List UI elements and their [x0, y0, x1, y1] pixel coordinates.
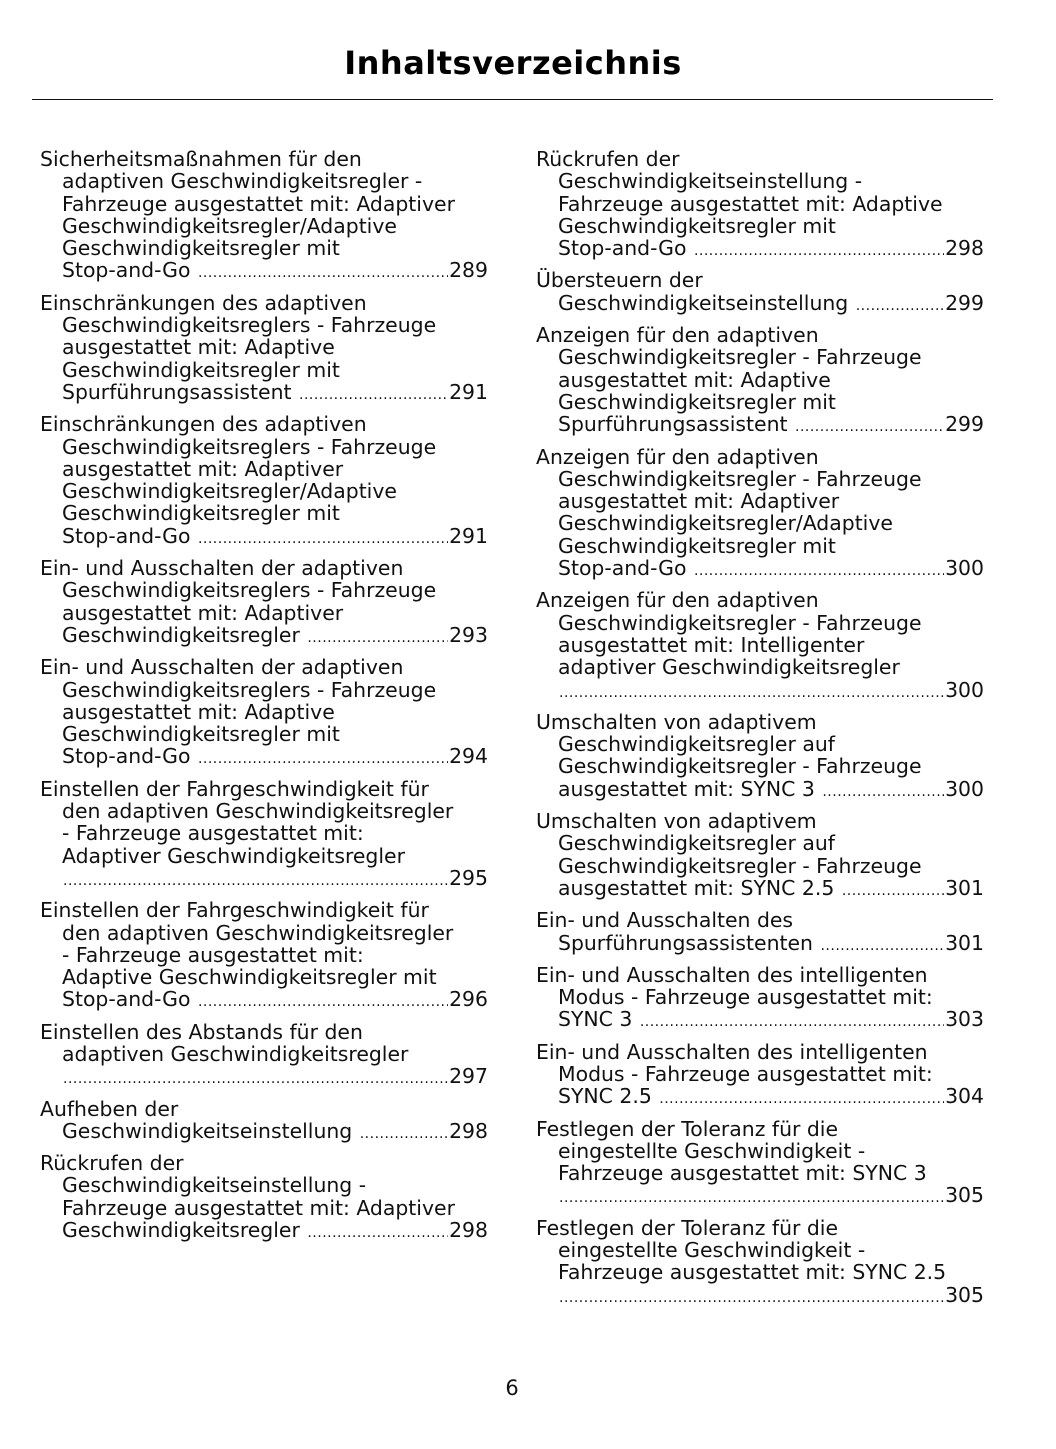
toc-entry[interactable]: [536, 324, 984, 438]
toc-entry[interactable]: [536, 1118, 984, 1210]
toc-entry-page-number[interactable]: 300: [945, 556, 984, 581]
toc-entry-title: Ein- und Ausschalten der adaptiven Geschwindigkeitsreglers - Fahrzeuge ausgestattet mit: Adaptiver: [40, 556, 437, 625]
dot-leader: [820, 935, 944, 957]
dot-leader: [559, 1187, 944, 1209]
toc-entry-title: Ein- und Ausschalten der adaptiven Geschwindigkeitsreglers - Fahrzeuge ausgestattet mit: Adaptive Geschwindigkeitsregler mit: [40, 655, 437, 747]
toc-entry-page-line: [40, 1065, 488, 1090]
title-divider: [32, 99, 993, 100]
toc-entry-title: Einstellen des Abstands für den adaptiven Geschwindigkeitsregler: [40, 1019, 409, 1066]
toc-entry-page-line: [40, 745, 488, 770]
toc-entry[interactable]: [536, 269, 984, 317]
toc-entry[interactable]: [536, 810, 984, 902]
toc-entry-page-line: [536, 778, 984, 803]
toc-entry-title-last-line: Geschwindigkeitseinstellung: [62, 1118, 359, 1143]
toc-entry-title: Anzeigen für den adaptiven Geschwindigkeitsregler - Fahrzeuge ausgestattet mit: Adaptiver Geschwindigkeitsregler/Adaptive Geschwindigkeitsregler mit: [536, 444, 922, 558]
toc-entry-title: Rückrufen der Geschwindigkeitseinstellung - Fahrzeuge ausgestattet mit: Adaptive Geschwindigkeitsregler mit: [536, 147, 943, 238]
toc-entry-page-line: [536, 1284, 984, 1309]
toc-entry[interactable]: [536, 148, 984, 262]
toc-entry-page-line: [536, 679, 984, 704]
toc-entry-title-last-line: SYNC 3: [558, 1007, 639, 1032]
toc-entry[interactable]: [40, 899, 488, 1013]
toc-entry-page-line: [40, 1120, 488, 1145]
toc-entry-title-last-line: Stop-and-Go: [62, 258, 197, 283]
toc-entry[interactable]: [536, 446, 984, 583]
toc-entry[interactable]: [40, 778, 488, 892]
toc-entry-page-number[interactable]: 301: [945, 875, 984, 900]
toc-entry-title: Einstellen der Fahrgeschwindigkeit für den adaptiven Geschwindigkeitsregler - Fahrzeuge ausgestattet mit: Adaptiver Geschwindigkeitsregler: [40, 776, 454, 868]
toc-entry-title: Ein- und Ausschalten des intelligenten Modus - Fahrzeuge ausgestattet mit:: [536, 1039, 933, 1086]
toc-entry-page-line: [40, 259, 488, 284]
toc-entry-title: Anzeigen für den adaptiven Geschwindigkeitsregler - Fahrzeuge ausgestattet mit: Intelligenter adaptiver Geschwindigkeitsregler: [536, 588, 922, 680]
toc-entry[interactable]: [536, 964, 984, 1034]
toc-entry[interactable]: [40, 292, 488, 406]
toc-entry-title-last-line: Spurführungsassistenten: [558, 930, 820, 955]
toc-entry-page-number[interactable]: 297: [449, 1064, 488, 1089]
dot-leader: [694, 560, 944, 582]
dot-leader: [299, 384, 448, 406]
page-number: 6: [505, 1376, 519, 1400]
toc-entry-title-last-line: SYNC 2.5: [558, 1084, 659, 1109]
toc-entry-title-last-line: Stop-and-Go: [62, 987, 197, 1012]
toc-entry-page-number[interactable]: 298: [449, 1218, 488, 1243]
toc-entry[interactable]: [40, 656, 488, 770]
toc-entry-page-number[interactable]: 298: [449, 1118, 488, 1143]
toc-entry-page-number[interactable]: 305: [945, 1183, 984, 1208]
toc-entry-page-line: [40, 624, 488, 649]
toc-entry-title-last-line: Stop-and-Go: [558, 556, 693, 581]
toc-entry[interactable]: [536, 1217, 984, 1309]
toc-entry[interactable]: [536, 589, 984, 703]
toc-entry-page-number[interactable]: 304: [945, 1084, 984, 1109]
toc-entry-title-last-line: Geschwindigkeitsregler: [62, 622, 307, 647]
page-title: Inhaltsverzeichnis: [344, 44, 682, 82]
toc-entry-page-line: [40, 1219, 488, 1244]
toc-entry-page-number[interactable]: 303: [945, 1007, 984, 1032]
toc-entry-title: Festlegen der Toleranz für die eingestellte Geschwindigkeit - Fahrzeuge ausgestattet mit: SYNC 3: [536, 1116, 927, 1186]
dot-leader: [856, 295, 944, 317]
toc-entry-title: Festlegen der Toleranz für die eingestellte Geschwindigkeit - Fahrzeuge ausgestattet mit: SYNC 2.5: [536, 1215, 947, 1285]
dot-leader: [198, 528, 448, 550]
dot-leader: [640, 1011, 944, 1033]
toc-entry[interactable]: [536, 711, 984, 803]
toc-entry-page-number[interactable]: 301: [945, 930, 984, 955]
toc-entry-page-line: [536, 557, 984, 582]
toc-entry[interactable]: [40, 1021, 488, 1091]
dot-leader: [307, 627, 448, 649]
toc-entry-title: Einschränkungen des adaptiven Geschwindigkeitsreglers - Fahrzeuge ausgestattet mit: Adaptiver Geschwindigkeitsregler/Adaptive Geschwindigkeitsregler mit: [40, 412, 437, 526]
toc-entry-title: Anzeigen für den adaptiven Geschwindigkeitsregler - Fahrzeuge ausgestattet mit: Adaptive Geschwindigkeitsregler mit: [536, 323, 922, 414]
dot-leader: [63, 870, 448, 892]
toc-entry-title-last-line: Stop-and-Go: [558, 236, 693, 261]
toc-entry-page-number[interactable]: 300: [945, 776, 984, 801]
toc-entry-title-last-line: Stop-and-Go: [62, 523, 197, 548]
toc-entry-title-last-line: Geschwindigkeitsregler: [62, 1218, 307, 1243]
toc-entry-title: Einstellen der Fahrgeschwindigkeit für den adaptiven Geschwindigkeitsregler - Fahrzeuge ausgestattet mit: Adaptive Geschwindigkeitsregler mit: [40, 898, 454, 990]
toc-entry-page-number[interactable]: 295: [449, 865, 488, 890]
toc-entry-page-number[interactable]: 289: [449, 258, 488, 283]
toc-entry-page-line: [40, 988, 488, 1013]
toc-entry-page-line: [536, 292, 984, 317]
toc-entry-page-line: [536, 237, 984, 262]
toc-entry-title-last-line: Spurführungsassistent: [62, 379, 298, 404]
toc-entry-title: Ein- und Ausschalten des intelligenten Modus - Fahrzeuge ausgestattet mit:: [536, 962, 933, 1010]
toc-entry-title-last-line: Spurführungsassistent: [558, 412, 794, 437]
dot-leader: [795, 416, 944, 438]
dot-leader: [198, 262, 448, 284]
toc-entry-page-number[interactable]: 291: [449, 523, 488, 548]
toc-entry-page-line: [536, 413, 984, 438]
dot-leader: [659, 1088, 944, 1110]
toc-entry-title: Umschalten von adaptivem Geschwindigkeitsregler auf Geschwindigkeitsregler - Fahrzeuge: [536, 809, 922, 878]
toc-left-column: [40, 148, 488, 1251]
toc-entry-page-line: [536, 932, 984, 957]
toc-entry[interactable]: [40, 557, 488, 649]
toc-entry-page-line: [536, 1008, 984, 1033]
toc-entry[interactable]: [536, 909, 984, 957]
toc-entry-title: Übersteuern der: [536, 268, 703, 293]
toc-entry-page-number[interactable]: 305: [945, 1282, 984, 1307]
toc-entry-page-number[interactable]: 298: [945, 236, 984, 261]
toc-entry-title: Umschalten von adaptivem Geschwindigkeitsregler auf Geschwindigkeitsregler - Fahrzeuge: [536, 709, 922, 779]
toc-entry-title: Einschränkungen des adaptiven Geschwindigkeitsreglers - Fahrzeuge ausgestattet mit: Adaptive Geschwindigkeitsregler mit: [40, 290, 437, 382]
toc-entry[interactable]: [536, 1041, 984, 1111]
dot-leader: [694, 240, 944, 262]
toc-entry-page-number[interactable]: 296: [449, 987, 488, 1012]
toc-entry-page-number[interactable]: 294: [449, 744, 488, 769]
dot-leader: [307, 1222, 448, 1244]
toc-entry-title-last-line: ausgestattet mit: SYNC 2.5: [558, 875, 841, 900]
toc-entry-title: Rückrufen der Geschwindigkeitseinstellung - Fahrzeuge ausgestattet mit: Adaptiver: [40, 1151, 455, 1220]
dot-leader: [360, 1123, 448, 1145]
toc-entry-title: Ein- und Ausschalten des: [536, 908, 794, 933]
toc-entry-title: Sicherheitsmaßnahmen für den adaptiven Geschwindigkeitsregler - Fahrzeuge ausgestattet mit: Adaptiver Geschwindigkeitsregler/Adaptive Geschwindigkeitsregler mit: [40, 147, 455, 261]
toc-entry[interactable]: [40, 413, 488, 550]
toc-entry-page-line: [536, 1085, 984, 1110]
toc-entry-page-line: [536, 1184, 984, 1209]
toc-entry-title-last-line: Geschwindigkeitseinstellung: [558, 290, 855, 315]
toc-entry[interactable]: [40, 148, 488, 285]
toc-entry-page-number[interactable]: 291: [449, 379, 488, 404]
dot-leader: [198, 748, 448, 770]
dot-leader: [559, 1287, 944, 1309]
toc-entry-page-line: [40, 525, 488, 550]
dot-leader: [63, 1068, 448, 1090]
toc-right-column: [536, 148, 984, 1316]
toc-entry-title: Aufheben der: [40, 1096, 179, 1121]
dot-leader: [198, 991, 448, 1013]
dot-leader: [842, 880, 944, 902]
toc-entry-title-last-line: Stop-and-Go: [62, 744, 197, 769]
toc-entry-page-number[interactable]: 299: [945, 412, 984, 437]
dot-leader: [559, 682, 944, 704]
toc-entry-page-line: [40, 381, 488, 406]
toc-entry[interactable]: [40, 1152, 488, 1244]
toc-entry[interactable]: [40, 1098, 488, 1146]
toc-entry-title-last-line: ausgestattet mit: SYNC 3: [558, 776, 822, 801]
toc-entry-page-number[interactable]: 293: [449, 622, 488, 647]
toc-entry-page-number[interactable]: 300: [945, 677, 984, 702]
toc-entry-page-number[interactable]: 299: [945, 290, 984, 315]
toc-entry-page-line: [536, 877, 984, 902]
dot-leader: [822, 781, 944, 803]
toc-entry-page-line: [40, 867, 488, 892]
